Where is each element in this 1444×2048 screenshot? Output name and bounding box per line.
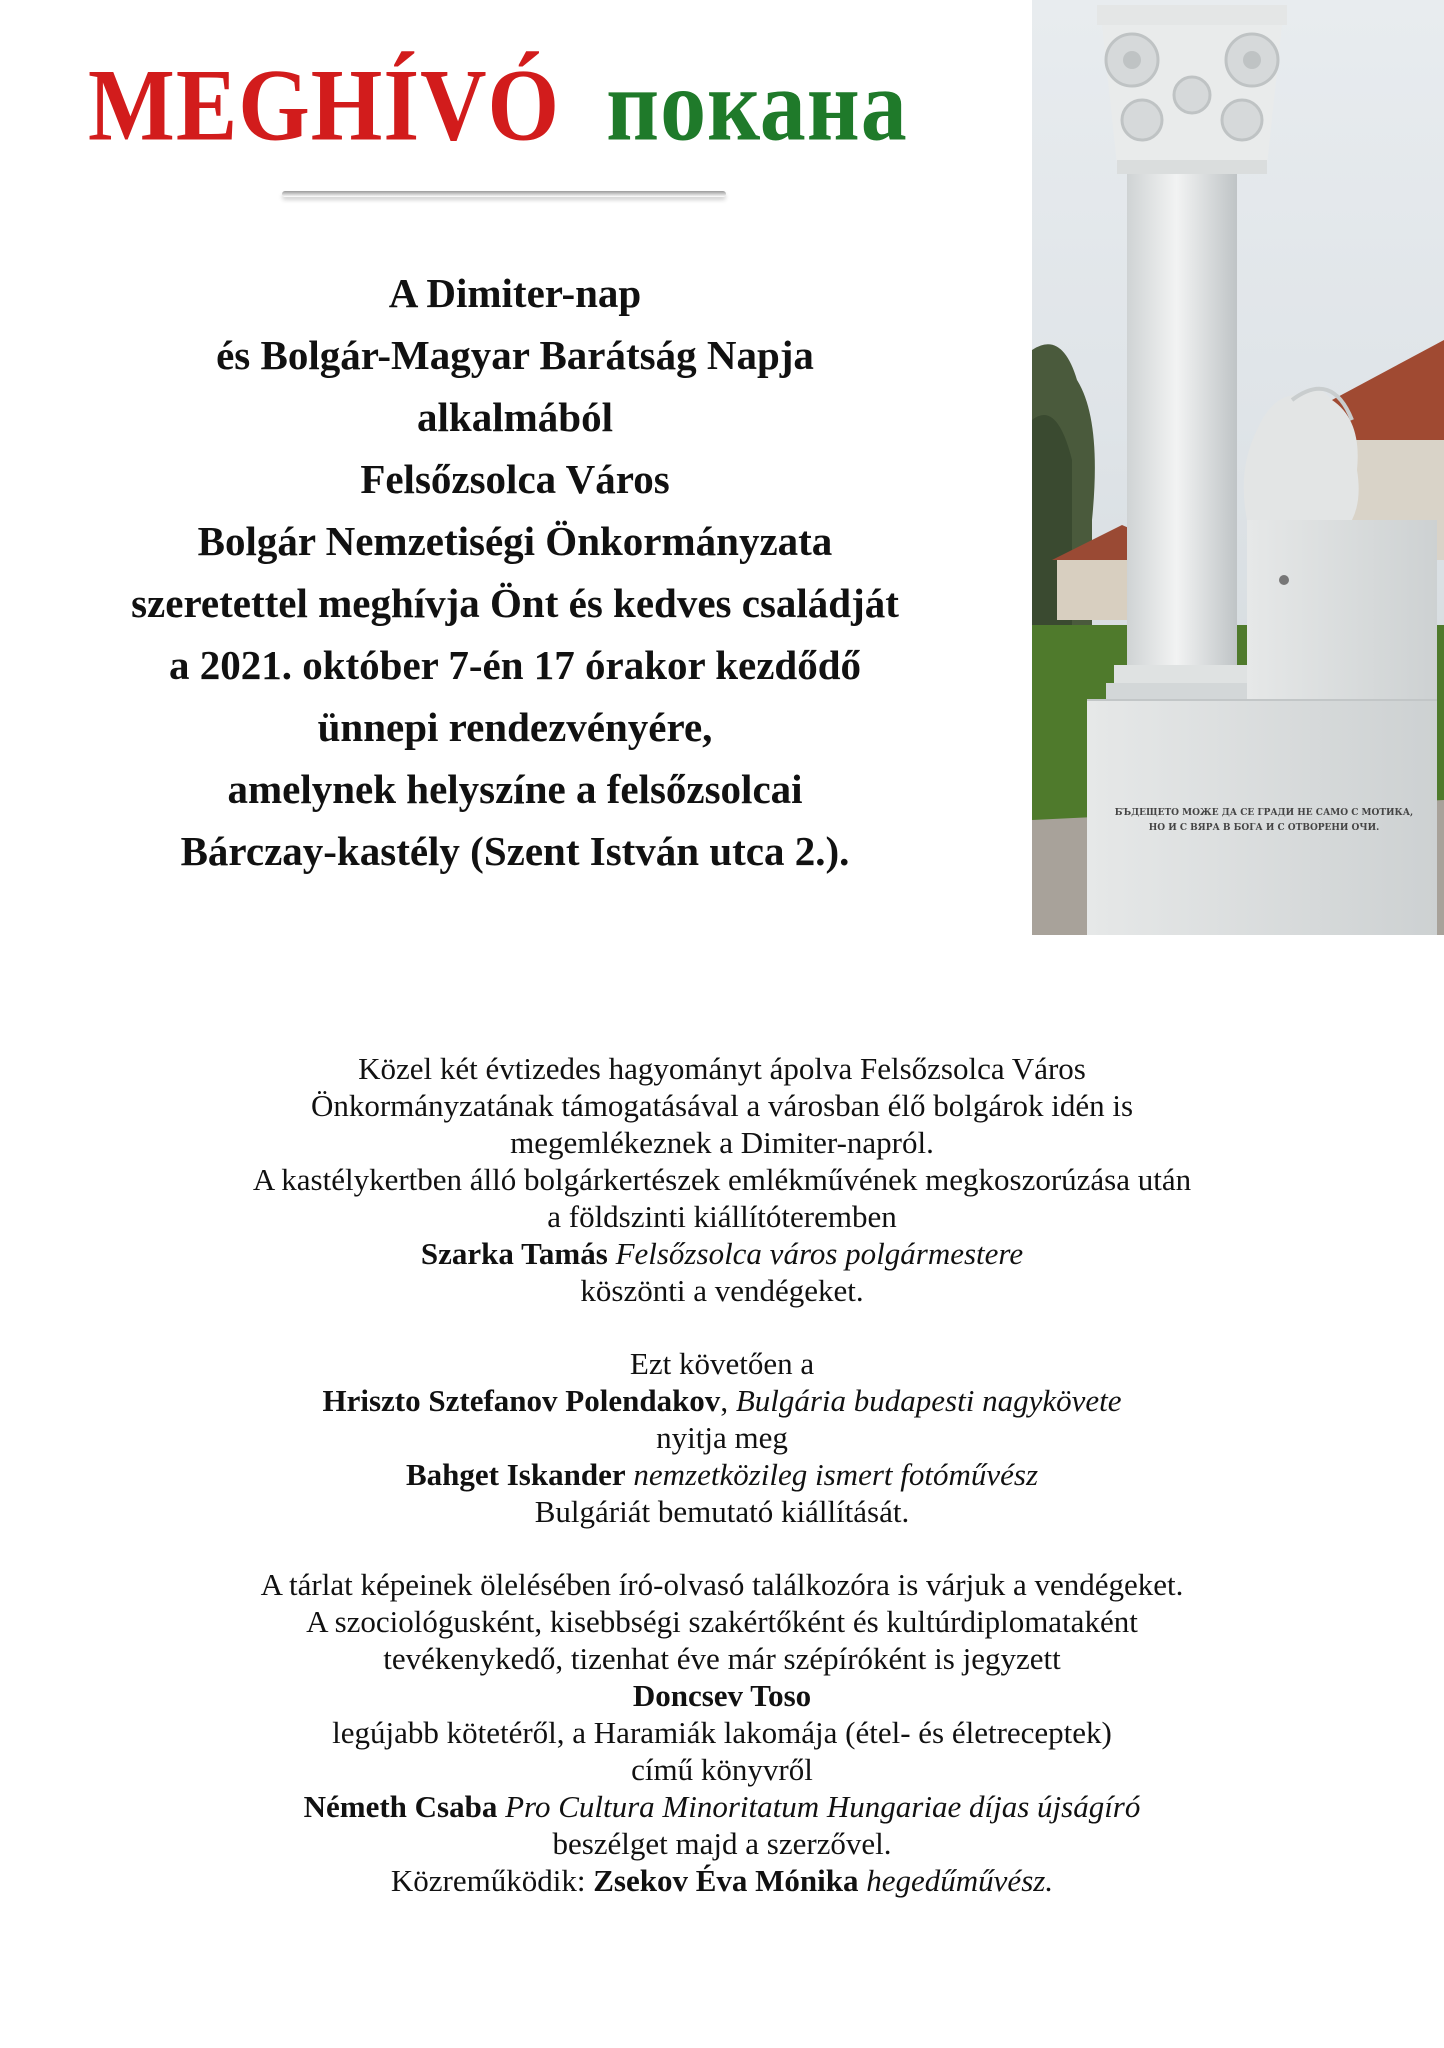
invitation-line: A Dimiter-nap bbox=[388, 270, 642, 316]
invitation-line: ünnepi rendezvényére, bbox=[317, 704, 713, 750]
invitation-line: a 2021. október 7-én 17 órakor kezdődő bbox=[168, 642, 862, 688]
details-line: a földszinti kiállítóteremben bbox=[547, 1199, 897, 1234]
invitation-line: szeretettel meghívja Önt és kedves családját bbox=[131, 580, 899, 626]
details-line: című könyvről bbox=[631, 1752, 813, 1787]
photographer-line bbox=[40, 1456, 1404, 1493]
author-name: Doncsev Toso bbox=[632, 1678, 812, 1713]
details-line: tevékenykedő, tizenhat éve már szépíróként is jegyzett bbox=[383, 1641, 1061, 1676]
inscription-line-1: БЪДЕЩЕТО МОЖЕ ДА СЕ ГРАДИ НЕ САМО С МОТИКА, bbox=[1114, 808, 1414, 818]
details-line: A szociológusként, kisebbségi szakértőként és kultúrdiplomataként bbox=[306, 1604, 1138, 1639]
invitation-line: amelynek helyszíne a felsőzsolcai bbox=[227, 766, 803, 812]
inscription-line-2: НО И С ВЯРА В БОГА И С ОТВОРЕНИ ОЧИ. bbox=[1148, 823, 1380, 833]
invitation-text bbox=[20, 262, 1010, 882]
invitation-header bbox=[88, 47, 948, 168]
photographer-title: nemzetközileg ismert fotóművész bbox=[633, 1457, 1039, 1492]
mayor-name: Szarka Tamás bbox=[420, 1236, 608, 1271]
event-details bbox=[40, 1050, 1404, 1899]
journalist-line bbox=[40, 1788, 1404, 1825]
journalist-title: Pro Cultura Minoritatum Hungariae díjas újságíró bbox=[505, 1789, 1141, 1824]
invitation-line: alkalmából bbox=[417, 394, 613, 440]
details-line: köszönti a vendégeket. bbox=[580, 1273, 864, 1308]
details-line: A tárlat képeinek ölelésében író-olvasó találkozóra is várjuk a vendégeket. bbox=[260, 1567, 1184, 1602]
violinist-name: Zsekov Éva Mónika bbox=[593, 1863, 859, 1898]
details-line: megemlékeznek a Dimiter-napról. bbox=[510, 1125, 934, 1160]
title-divider bbox=[282, 191, 726, 197]
contributor-label: Közreműködik: bbox=[390, 1863, 586, 1898]
details-line: Bulgáriát bemutató kiállítását. bbox=[534, 1494, 910, 1529]
ambassador-separator: , bbox=[720, 1383, 729, 1418]
contributor-line bbox=[40, 1862, 1404, 1899]
title-hungarian: MEGHÍVÓ bbox=[88, 47, 561, 162]
monument-illustration bbox=[1032, 0, 1444, 935]
journalist-name: Németh Csaba bbox=[303, 1789, 498, 1824]
invitation-line: Bolgár Nemzetiségi Önkormányzata bbox=[197, 518, 833, 564]
details-line: Önkormányzatának támogatásával a városban élő bolgárok idén is bbox=[310, 1088, 1134, 1123]
details-line: Közel két évtizedes hagyományt ápolva Felsőzsolca Város bbox=[358, 1051, 1086, 1086]
ambassador-title: Bulgária budapesti nagykövete bbox=[735, 1383, 1122, 1418]
violinist-title: hegedűművész. bbox=[866, 1863, 1054, 1898]
invitation-line: Bárczay-kastély (Szent István utca 2.). bbox=[180, 828, 850, 874]
photographer-name: Bahget Iskander bbox=[405, 1457, 626, 1492]
details-line: beszélget majd a szerzővel. bbox=[552, 1826, 892, 1861]
mayor-title: Felsőzsolca város polgármestere bbox=[615, 1236, 1024, 1271]
invitation-line: és Bolgár-Magyar Barátság Napja bbox=[216, 332, 814, 378]
details-line: A kastélykertben álló bolgárkertészek emlékművének megkoszorúzása után bbox=[252, 1162, 1192, 1197]
details-line: legújabb kötetéről, a Haramiák lakomája (étel- és életreceptek) bbox=[332, 1715, 1112, 1750]
details-line: nyitja meg bbox=[656, 1420, 788, 1455]
ambassador-line bbox=[40, 1382, 1404, 1419]
mayor-line bbox=[40, 1235, 1404, 1272]
monument-photo bbox=[1032, 0, 1444, 935]
invitation-line: Felsőzsolca Város bbox=[360, 456, 670, 502]
title-bulgarian: покана bbox=[606, 47, 908, 162]
details-line: Ezt követően a bbox=[629, 1346, 815, 1381]
ambassador-name: Hriszto Sztefanov Polendakov bbox=[322, 1383, 721, 1418]
